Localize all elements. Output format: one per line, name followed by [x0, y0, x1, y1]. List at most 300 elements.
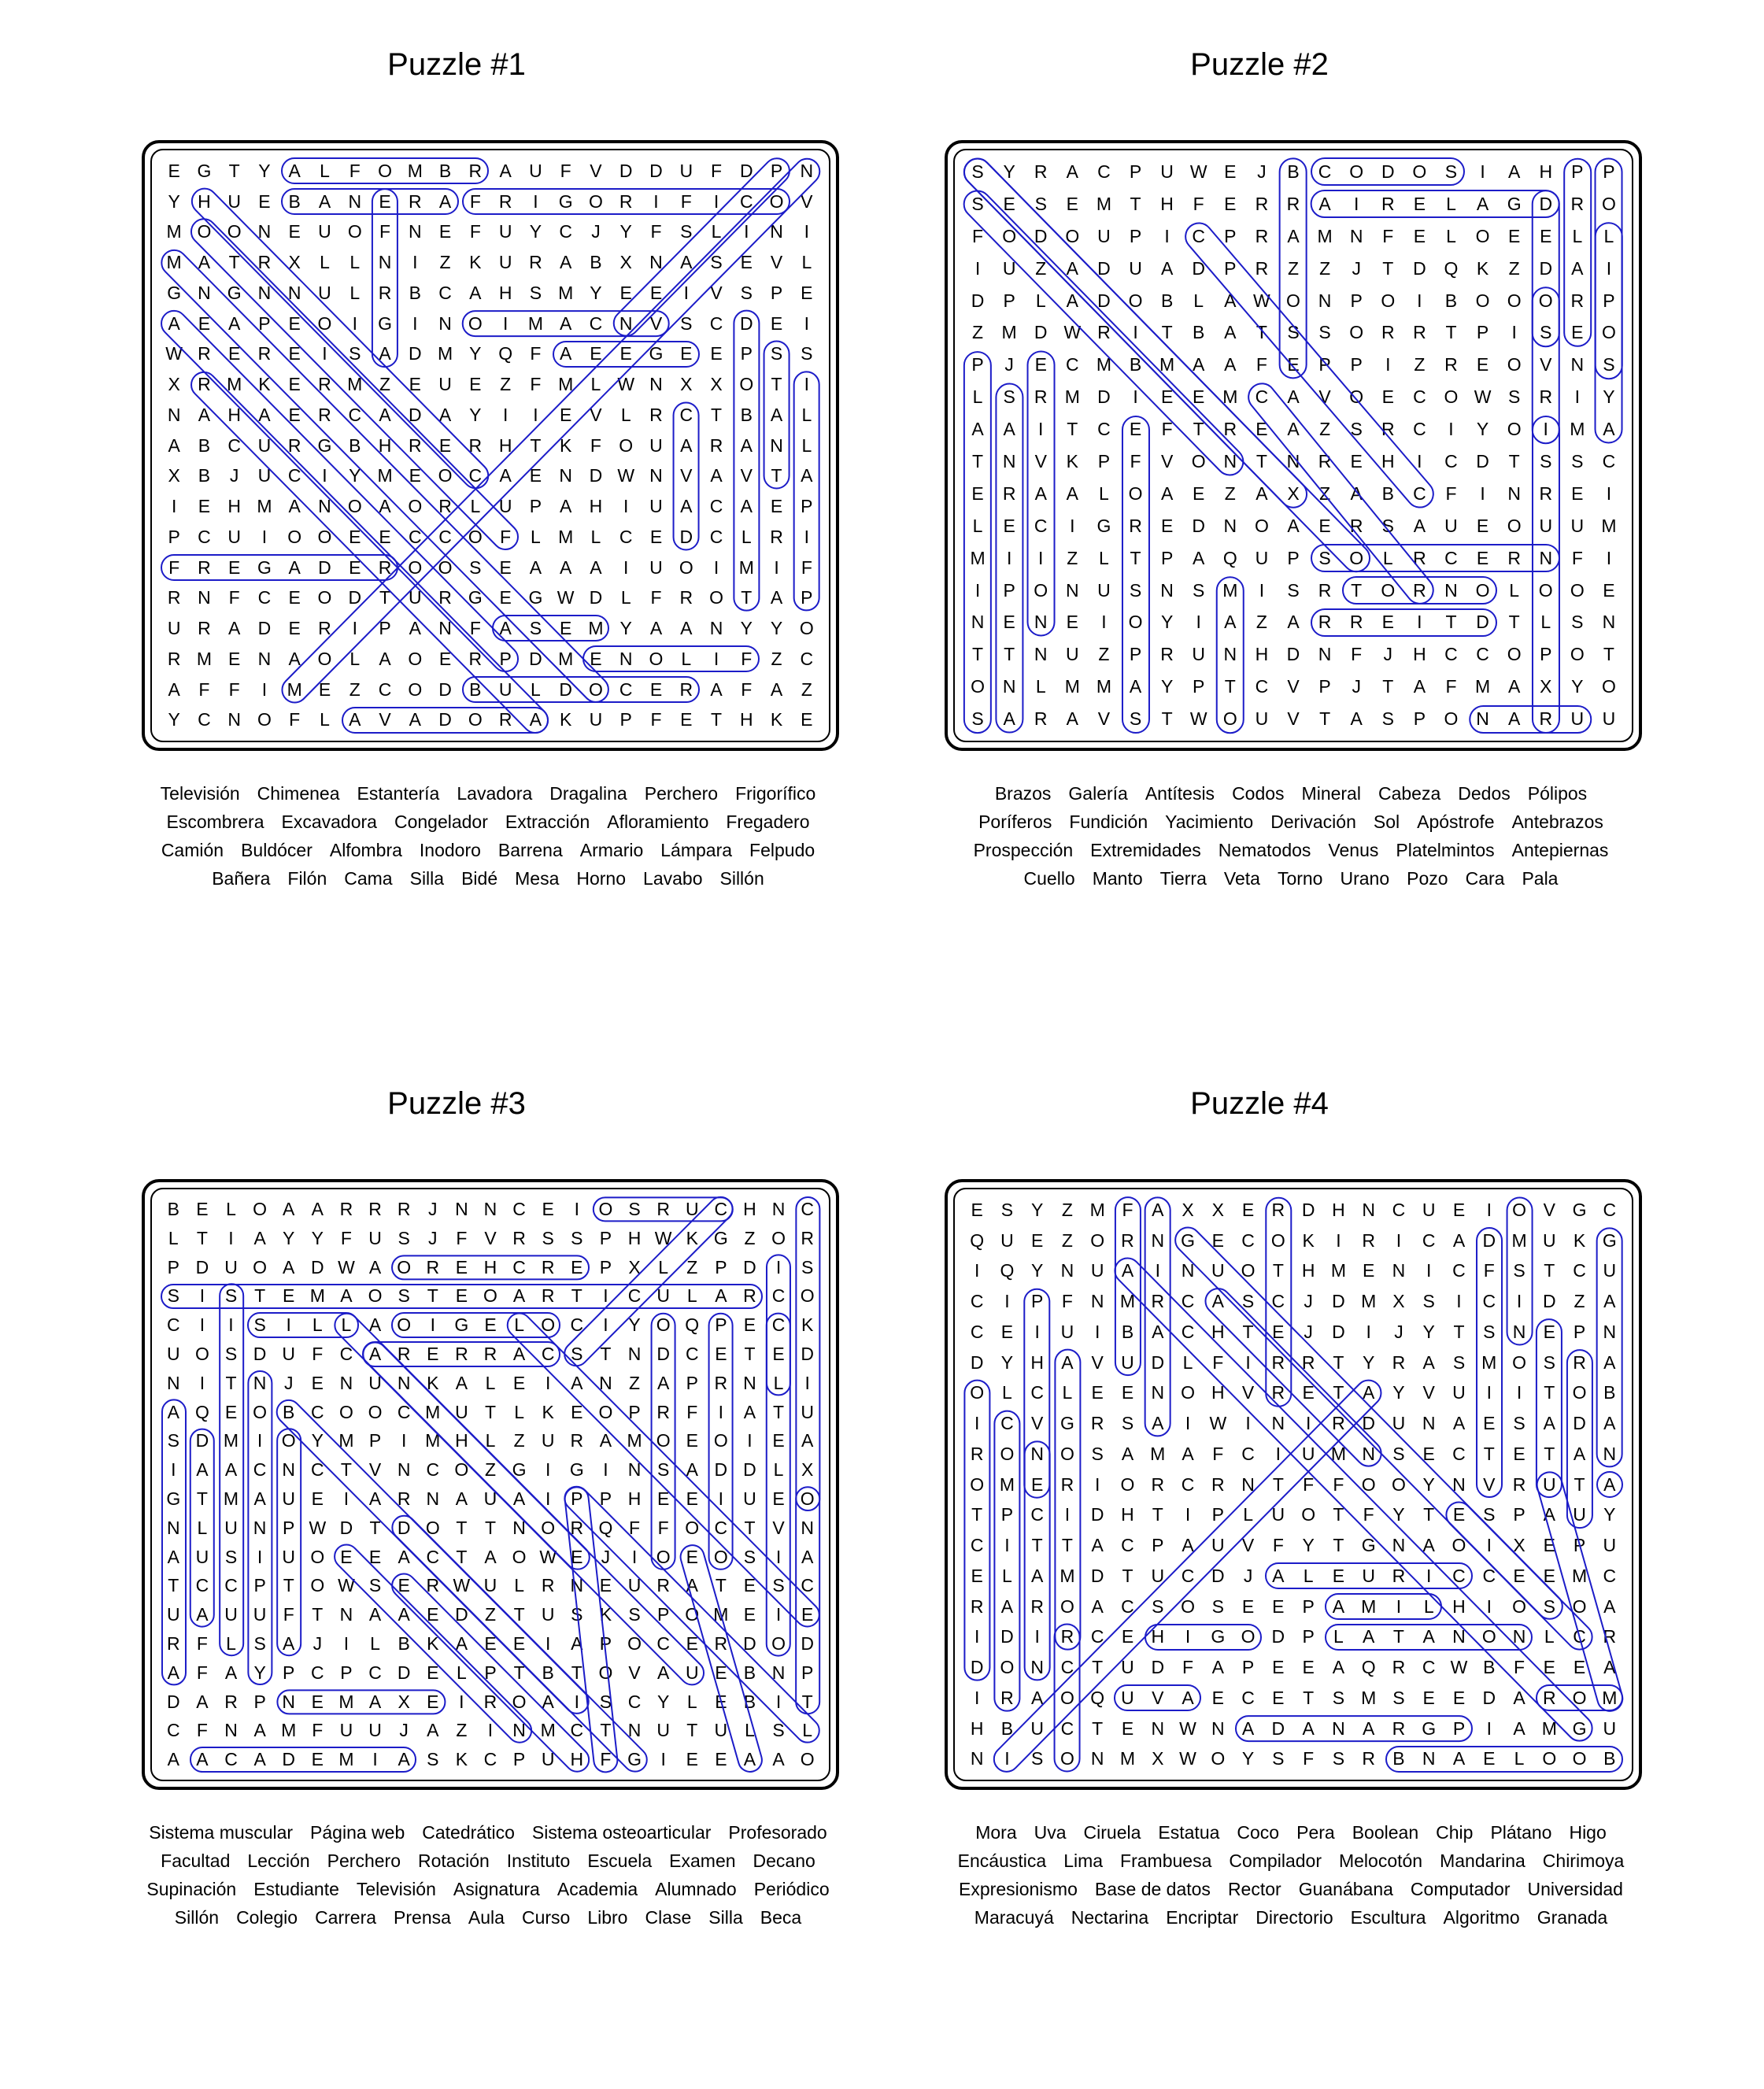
grid-letter: W — [165, 343, 183, 364]
grid-letter: O — [1512, 1351, 1526, 1373]
grid-letter: M — [1572, 1565, 1588, 1586]
word-list-line — [110, 836, 866, 864]
grid-letter: Y — [283, 1227, 295, 1248]
grid-letter: F — [500, 526, 512, 547]
grid-letter: A — [801, 1430, 814, 1451]
grid-letter: B — [1129, 354, 1142, 375]
grid-letter: E — [686, 1633, 698, 1654]
grid-letter: L — [801, 252, 812, 273]
grid-letter: F — [629, 1517, 641, 1538]
word-list-item: Directorio — [1256, 1907, 1333, 1928]
grid-letter: S — [656, 1459, 670, 1481]
grid-letter: X — [1392, 1291, 1405, 1312]
grid-letter: I — [412, 252, 418, 273]
grid-letter: T — [771, 465, 782, 486]
grid-letter: D — [257, 618, 272, 639]
grid-letter: N — [1507, 483, 1521, 504]
grid-letter: O — [1512, 1595, 1526, 1617]
grid-letter: A — [1603, 1351, 1616, 1373]
grid-letter: Z — [771, 648, 782, 669]
grid-letter: A — [571, 1633, 583, 1654]
grid-letter: E — [1241, 1595, 1255, 1617]
grid-letter: H — [227, 496, 241, 517]
grid-letter: O — [1538, 290, 1553, 311]
grid-letter: U — [656, 1720, 670, 1741]
grid-letter: A — [499, 465, 512, 486]
grid-letter: I — [713, 190, 719, 212]
grid-letter: Z — [744, 1227, 756, 1248]
grid-letter: S — [743, 1546, 756, 1567]
grid-letter: L — [1446, 225, 1456, 246]
grid-letter: T — [971, 1504, 983, 1525]
grid-letter: O — [685, 1517, 700, 1538]
grid-letter: C — [378, 678, 392, 700]
grid-letter: L — [1099, 547, 1109, 568]
grid-letter: M — [1119, 1291, 1136, 1312]
grid-letter: X — [1182, 1200, 1194, 1220]
grid-letter: Y — [469, 343, 482, 364]
grid-letter: E — [288, 587, 301, 608]
grid-letter: F — [1212, 1443, 1224, 1464]
grid-letter: A — [196, 1459, 209, 1481]
grid-letter: I — [1133, 386, 1138, 408]
grid-letter: R — [1573, 1351, 1586, 1373]
grid-letter: A — [484, 1546, 497, 1567]
grid-letter: Y — [1571, 676, 1584, 697]
grid-letter: E — [379, 190, 391, 212]
grid-letter: T — [196, 1488, 208, 1509]
grid-letter: A — [512, 1285, 526, 1307]
grid-letter: G — [167, 282, 182, 303]
grid-letter: E — [196, 1199, 209, 1219]
word-list-item: Rector — [1227, 1879, 1281, 1899]
grid-letter: T — [340, 1459, 352, 1481]
word-list-item: Maracuyá — [974, 1907, 1054, 1928]
grid-letter: R — [1512, 1473, 1526, 1495]
grid-letter: I — [1095, 1473, 1100, 1495]
grid-letter: E — [1318, 515, 1331, 536]
grid-letter: L — [514, 1401, 524, 1422]
grid-letter: C — [627, 1285, 642, 1307]
grid-letter: M — [1602, 1687, 1618, 1708]
grid-letter: Y — [1392, 1382, 1405, 1403]
word-list-item: Alumnado — [655, 1879, 737, 1899]
grid-letter: X — [1152, 1748, 1164, 1769]
word-list-item: Escombrera — [166, 812, 264, 832]
word-list-item: Algoritmo — [1443, 1907, 1520, 1928]
grid-letter: L — [801, 404, 812, 425]
grid-letter: A — [196, 1749, 209, 1770]
word-list — [913, 779, 1669, 893]
grid-letter: E — [427, 1662, 439, 1683]
grid-letter: L — [1514, 1748, 1525, 1769]
grid-letter: U — [1129, 257, 1142, 279]
grid-letter: O — [257, 709, 272, 730]
grid-letter: C — [1318, 161, 1332, 182]
grid-letter: V — [772, 1517, 785, 1538]
grid-letter: U — [1151, 1565, 1165, 1586]
grid-letter: D — [1539, 193, 1553, 214]
grid-letter: O — [598, 1662, 613, 1683]
grid-letter: N — [166, 1517, 180, 1538]
grid-letter: O — [1060, 1748, 1074, 1769]
word-list-item: Uva — [1034, 1822, 1067, 1843]
grid-letter: E — [1452, 1200, 1466, 1220]
grid-letter: A — [1066, 290, 1078, 311]
grid-letter: S — [1540, 451, 1552, 471]
grid-letter: M — [1361, 1291, 1377, 1312]
grid-letter: N — [426, 1488, 440, 1509]
grid-letter: O — [194, 1344, 209, 1364]
grid-letter: P — [1302, 1626, 1315, 1647]
grid-letter: P — [801, 587, 813, 608]
grid-letter: C — [1452, 1443, 1466, 1464]
grid-letter: S — [1211, 1595, 1224, 1617]
grid-letter: O — [425, 1517, 440, 1538]
grid-letter: R — [1349, 612, 1363, 633]
grid-letter: A — [455, 1372, 468, 1393]
grid-letter: A — [224, 1662, 238, 1683]
grid-letter: W — [1179, 1748, 1196, 1769]
grid-letter: Z — [1319, 483, 1331, 504]
grid-letter: D — [619, 161, 633, 181]
grid-letter: A — [1182, 1535, 1194, 1556]
word-list-item: Base de datos — [1094, 1879, 1211, 1899]
grid-letter: U — [498, 221, 512, 242]
grid-letter: N — [599, 1372, 612, 1393]
grid-letter: D — [1539, 257, 1553, 279]
grid-letter: P — [1540, 644, 1552, 665]
grid-letter: C — [771, 1285, 786, 1307]
grid-letter: L — [1509, 579, 1520, 601]
grid-letter: N — [257, 221, 272, 242]
grid-letter: L — [456, 1662, 467, 1683]
grid-letter: T — [1161, 322, 1173, 343]
grid-letter: R — [198, 343, 211, 364]
grid-letter: T — [1333, 1504, 1344, 1525]
grid-letter: E — [715, 1662, 727, 1683]
grid-letter: R — [408, 190, 422, 212]
grid-letter: T — [1544, 1382, 1555, 1403]
grid-letter: N — [455, 1199, 468, 1219]
grid-letter: T — [1382, 257, 1394, 279]
grid-letter: Q — [1000, 1260, 1015, 1281]
grid-letter: Z — [972, 322, 984, 343]
word-list-item: Examen — [669, 1851, 736, 1871]
grid-letter: E — [649, 678, 663, 700]
grid-letter: A — [427, 1720, 439, 1741]
grid-letter: A — [1350, 708, 1363, 730]
grid-letter: I — [545, 1633, 551, 1654]
grid-letter: P — [599, 1256, 612, 1277]
word-list-item: Ciruela — [1083, 1822, 1141, 1843]
grid-letter: N — [771, 1662, 786, 1683]
word-list-item: Sillón — [719, 868, 764, 889]
grid-letter: U — [368, 1720, 382, 1741]
grid-letter: S — [224, 1285, 238, 1307]
grid-letter: R — [1542, 1687, 1556, 1708]
grid-letter: E — [368, 1546, 382, 1567]
grid-letter: I — [804, 1372, 810, 1393]
grid-letter: R — [1507, 547, 1521, 568]
grid-letter: R — [1223, 419, 1237, 440]
grid-letter: O — [541, 1314, 556, 1336]
grid-letter: O — [368, 1401, 383, 1422]
grid-letter: A — [368, 1344, 382, 1364]
grid-letter: N — [971, 612, 985, 633]
grid-letter: A — [1182, 1443, 1194, 1464]
word-list-line — [913, 1875, 1669, 1903]
grid-letter: S — [1381, 708, 1394, 730]
grid-letter: A — [1061, 1351, 1074, 1373]
grid-letter: A — [559, 496, 572, 517]
grid-letter: P — [1224, 257, 1237, 279]
word-list-item: Aula — [468, 1907, 505, 1928]
grid-letter: U — [224, 1517, 238, 1538]
grid-letter: C — [1121, 1595, 1134, 1617]
grid-letter: A — [409, 709, 421, 730]
grid-letter: W — [617, 374, 635, 395]
grid-letter: A — [743, 1749, 756, 1770]
grid-letter: Q — [1444, 257, 1459, 279]
word-list-item: Buldócer — [241, 840, 312, 860]
grid-letter: R — [656, 1199, 670, 1219]
grid-letter: R — [1034, 161, 1048, 182]
grid-letter: Z — [1319, 257, 1331, 279]
grid-letter: R — [770, 526, 783, 547]
grid-letter: M — [1222, 579, 1238, 601]
grid-letter: R — [1129, 515, 1142, 536]
grid-letter: C — [1181, 1473, 1195, 1495]
word-list-item: Asignatura — [453, 1879, 540, 1899]
grid-letter: R — [1160, 644, 1174, 665]
grid-letter: K — [801, 1314, 814, 1336]
grid-letter: Z — [629, 1372, 641, 1393]
grid-letter: U — [1211, 1260, 1225, 1281]
grid-letter: M — [970, 547, 986, 568]
grid-letter: A — [368, 1488, 382, 1509]
grid-letter: R — [455, 1344, 468, 1364]
grid-letter: J — [428, 1227, 438, 1248]
grid-letter: D — [649, 161, 663, 181]
grid-letter: E — [1003, 193, 1015, 214]
grid-letter: C — [1030, 1504, 1044, 1525]
grid-letter: C — [541, 1344, 555, 1364]
grid-letter: N — [770, 434, 783, 456]
grid-letter: G — [227, 282, 242, 303]
grid-letter: V — [1241, 1535, 1255, 1556]
grid-letter: L — [620, 404, 631, 425]
grid-letter: Z — [1414, 354, 1426, 375]
grid-letter: S — [1193, 579, 1205, 601]
word-list-item: Platelmintos — [1396, 840, 1495, 860]
grid-letter: G — [1361, 1535, 1376, 1556]
grid-letter: R — [1349, 515, 1363, 536]
grid-letter: U — [483, 1575, 497, 1596]
grid-letter: D — [1034, 225, 1048, 246]
grid-letter: D — [282, 1749, 296, 1770]
grid-letter: U — [1392, 1413, 1406, 1434]
word-list-item: Antebrazos — [1511, 812, 1603, 832]
grid-letter: J — [1243, 1565, 1253, 1586]
grid-letter: B — [1121, 1321, 1134, 1342]
grid-letter: T — [571, 1285, 582, 1307]
grid-letter: A — [398, 1604, 410, 1625]
grid-letter: E — [1224, 161, 1237, 182]
grid-letter: U — [257, 434, 272, 456]
grid-letter: A — [1332, 1657, 1345, 1678]
grid-letter: Z — [1061, 1200, 1073, 1220]
grid-letter: I — [352, 618, 357, 639]
grid-letter: A — [455, 1633, 468, 1654]
grid-letter: R — [656, 1401, 670, 1422]
grid-letter: Z — [484, 1459, 497, 1481]
grid-letter: V — [590, 161, 602, 181]
grid-letter: N — [1030, 1657, 1044, 1678]
grid-letter: O — [468, 312, 483, 334]
grid-letter: O — [800, 1285, 815, 1307]
grid-letter: D — [253, 1344, 267, 1364]
grid-letter: C — [198, 526, 211, 547]
grid-letter: P — [167, 1256, 179, 1277]
grid-letter: C — [739, 190, 753, 212]
grid-letter: Y — [529, 221, 542, 242]
grid-letter: S — [1513, 1260, 1525, 1281]
grid-letter: N — [1362, 1443, 1375, 1464]
grid-letter: A — [559, 312, 572, 334]
word-list-item: Yacimiento — [1165, 812, 1254, 832]
grid-letter: E — [971, 1565, 983, 1586]
grid-letter: I — [502, 404, 508, 425]
grid-letter: V — [628, 1662, 641, 1683]
grid-letter: T — [1092, 1657, 1104, 1678]
word-list-item: Fregadero — [726, 812, 810, 832]
grid-letter: A — [1066, 708, 1078, 730]
grid-letter: E — [571, 1546, 583, 1567]
grid-letter: I — [1511, 322, 1517, 343]
grid-letter: J — [428, 1199, 438, 1219]
grid-letter: I — [1574, 386, 1581, 408]
grid-letter: R — [498, 709, 512, 730]
grid-letter: O — [1507, 419, 1522, 440]
grid-letter: P — [1193, 676, 1205, 697]
grid-letter: S — [1030, 1748, 1044, 1769]
grid-letter: F — [1483, 1260, 1495, 1281]
grid-letter: C — [1000, 1413, 1014, 1434]
grid-letter: W — [338, 1256, 355, 1277]
grid-letter: V — [801, 190, 813, 212]
grid-letter: O — [368, 1285, 383, 1307]
grid-letter: P — [715, 1314, 727, 1336]
grid-letter: U — [318, 221, 331, 242]
grid-letter: M — [196, 648, 212, 669]
grid-letter: U — [649, 434, 663, 456]
grid-letter: Z — [1098, 644, 1110, 665]
grid-letter: L — [1062, 1382, 1073, 1403]
grid-letter: O — [679, 556, 693, 578]
grid-letter: A — [559, 556, 572, 578]
grid-letter: A — [469, 282, 482, 303]
grid-letter: O — [454, 1459, 469, 1481]
grid-letter: F — [228, 678, 240, 700]
grid-letter: D — [1476, 612, 1489, 633]
grid-letter: S — [1483, 1504, 1496, 1525]
grid-letter: U — [627, 1575, 642, 1596]
grid-letter: P — [1241, 1657, 1255, 1678]
grid-letter: L — [312, 1314, 323, 1336]
grid-letter: P — [619, 709, 632, 730]
grid-letter: C — [1034, 515, 1048, 536]
grid-letter: D — [1332, 1291, 1345, 1312]
grid-letter: P — [1160, 547, 1174, 568]
word-list-item: Compilador — [1229, 1851, 1322, 1871]
grid-letter: H — [498, 434, 512, 456]
grid-letter: O — [1349, 322, 1364, 343]
grid-letter: O — [1270, 1229, 1285, 1251]
grid-letter: R — [1271, 1351, 1285, 1373]
grid-letter: P — [715, 1256, 727, 1277]
grid-letter: C — [714, 1199, 728, 1219]
word-list-item: Chip — [1436, 1822, 1474, 1843]
grid-letter: U — [1570, 515, 1585, 536]
grid-letter: Q — [685, 1314, 700, 1336]
grid-letter: R — [167, 648, 181, 669]
word-list-item: Barrena — [497, 840, 563, 860]
grid-letter: F — [657, 1517, 669, 1538]
grid-letter: G — [317, 434, 332, 456]
grid-letter: C — [714, 1517, 728, 1538]
grid-letter: O — [1222, 708, 1237, 730]
grid-letter: M — [1089, 1200, 1105, 1220]
grid-letter: A — [559, 343, 572, 364]
grid-letter: H — [743, 1199, 756, 1219]
grid-letter: M — [425, 1401, 441, 1422]
grid-letter: N — [1151, 1382, 1165, 1403]
grid-letter: L — [711, 221, 722, 242]
grid-letter: W — [309, 1517, 327, 1538]
grid-letter: F — [469, 618, 481, 639]
word-list — [913, 1818, 1669, 1932]
grid-letter: F — [1571, 547, 1583, 568]
grid-letter: I — [1417, 451, 1422, 471]
grid-letter: S — [253, 1314, 266, 1336]
grid-letter: A — [311, 1199, 324, 1219]
grid-letter: A — [1224, 612, 1237, 633]
grid-letter: I — [1245, 1413, 1251, 1434]
grid-letter: Y — [349, 465, 361, 486]
grid-letter: T — [1445, 612, 1457, 633]
grid-letter: I — [1038, 419, 1044, 440]
grid-letter: F — [1193, 193, 1204, 214]
grid-letter: R — [1332, 1413, 1345, 1434]
grid-letter: R — [318, 618, 331, 639]
grid-letter: P — [1129, 225, 1142, 246]
grid-letter: Z — [379, 374, 391, 395]
grid-letter: S — [1091, 1443, 1104, 1464]
grid-letter: E — [772, 1488, 785, 1509]
grid-letter: B — [542, 1662, 554, 1683]
grid-letter: Q — [970, 1229, 985, 1251]
grid-letter: U — [1066, 644, 1079, 665]
grid-letter: A — [1193, 354, 1205, 375]
grid-letter: U — [498, 496, 512, 517]
grid-letter: F — [1445, 676, 1457, 697]
grid-letter: I — [974, 1687, 980, 1708]
grid-letter: A — [499, 161, 512, 181]
grid-letter: E — [283, 1285, 295, 1307]
grid-letter: R — [1362, 1229, 1375, 1251]
grid-letter: U — [1603, 1260, 1617, 1281]
